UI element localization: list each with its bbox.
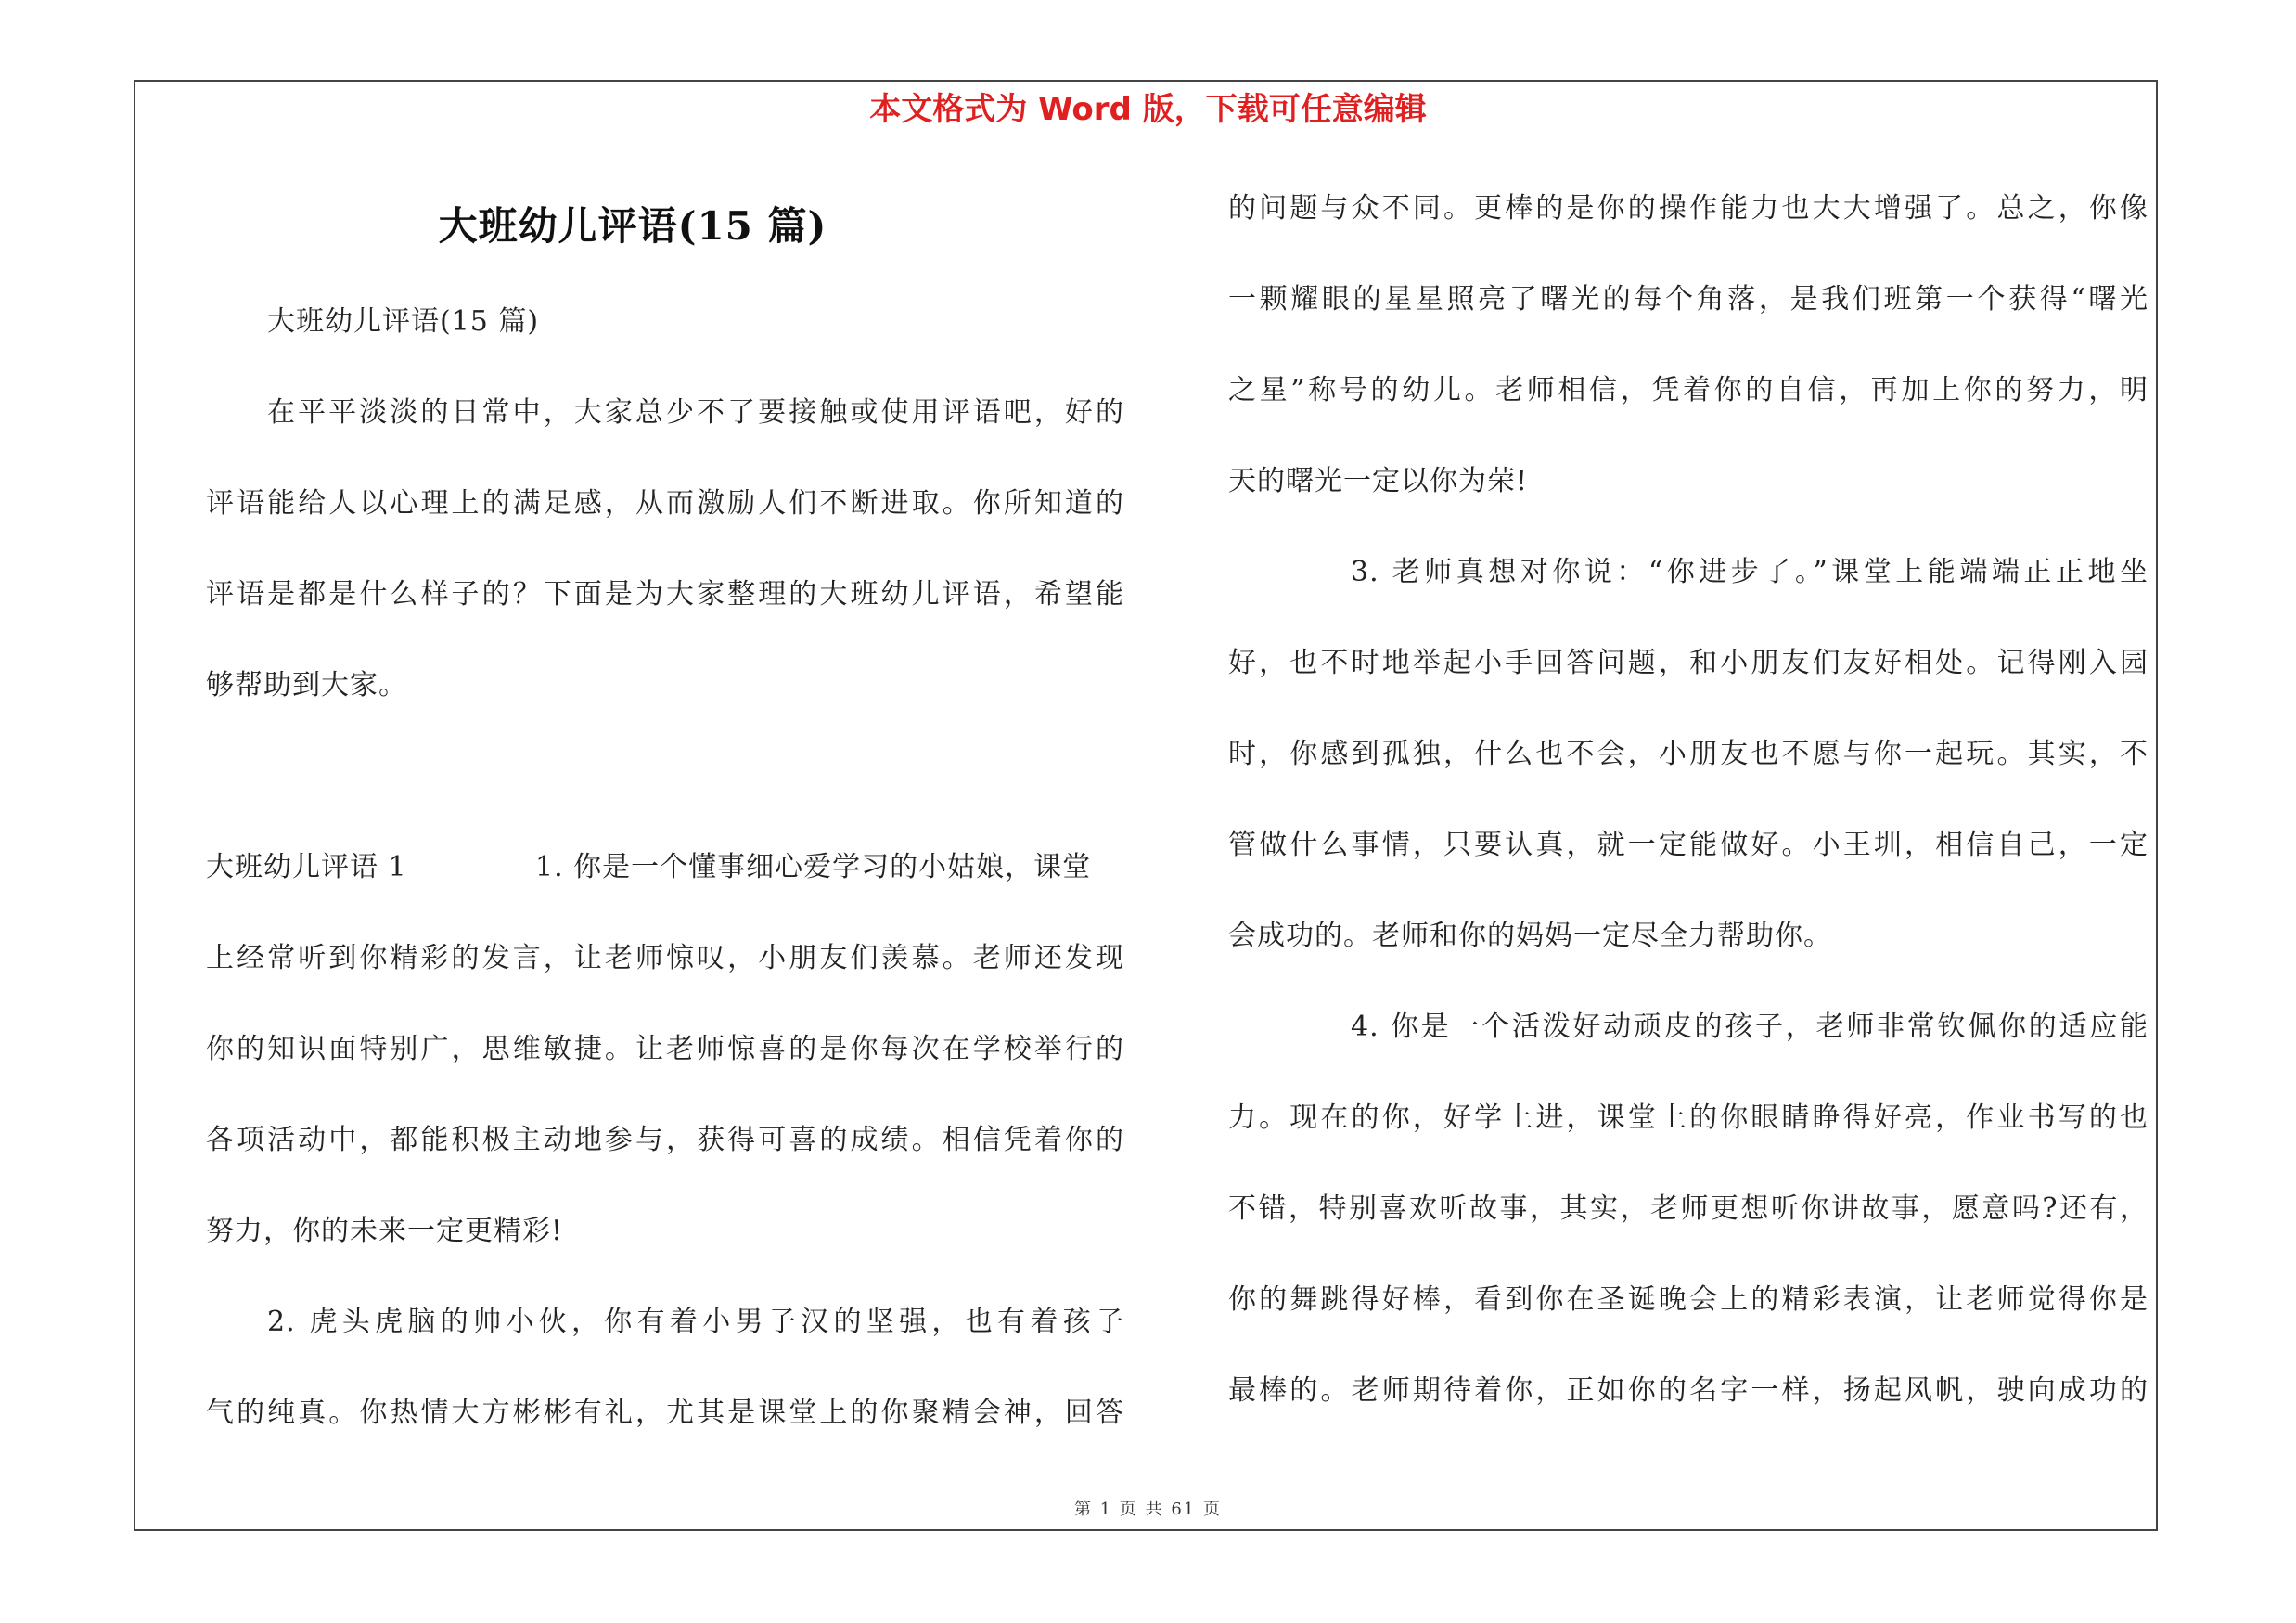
item3-line-2: 好，也不时地举起小手回答问题，和小朋友们友好相处。记得刚入园 xyxy=(1228,647,2148,679)
item2-cont-line-4: 天的曙光一定以你为荣! xyxy=(1228,465,1529,497)
section-heading: 大班幼儿评语 1 xyxy=(206,851,407,883)
intro-line-2: 评语能给人以心理上的满足感，从而激励人们不断进取。你所知道的 xyxy=(206,487,1124,520)
item4-line-3: 不错，特别喜欢听故事，其实，老师更想听你讲故事，愿意吗?还有， xyxy=(1228,1192,2148,1225)
item1-first-line xyxy=(206,843,1124,934)
item2-cont-line-2: 一颗耀眼的星星照亮了曙光的每个角落，是我们班第一个获得“曙光 xyxy=(1228,283,2148,316)
document-title: 大班幼儿评语(15 篇) xyxy=(438,203,827,249)
item1-line-4: 各项活动中，都能积极主动地参与，获得可喜的成绩。相信凭着你的 xyxy=(206,1124,1124,1156)
page-number-footer: 第 1 页 共 61 页 xyxy=(1074,1500,1222,1519)
item2-line-2: 气的纯真。你热情大方彬彬有礼，尤其是课堂上的你聚精会神，回答 xyxy=(206,1397,1124,1429)
left-column xyxy=(206,199,1124,1479)
item4-line-2: 力。现在的你，好学上进，课堂上的你眼睛睁得好亮，作业书写的也 xyxy=(1228,1101,2148,1134)
item3-line-3: 时，你感到孤独，什么也不会，小朋友也不愿与你一起玩。其实，不 xyxy=(1228,738,2148,770)
editable-notice-banner: 本文格式为 Word 版，下载可任意编辑 xyxy=(869,91,1427,128)
intro-line-1: 在平平淡淡的日常中，大家总少不了要接触或使用评语吧，好的 xyxy=(267,396,1124,429)
item2-line-1: 2. 虎头虎脑的帅小伙，你有着小男子汉的坚强，也有着孩子 xyxy=(267,1306,1124,1338)
subtitle: 大班幼儿评语(15 篇) xyxy=(267,305,540,338)
item2-cont-line-3: 之星”称号的幼儿。老师相信，凭着你的自信，再加上你的努力，明 xyxy=(1228,374,2148,406)
item4-line-1: 4. 你是一个活泼好动顽皮的孩子，老师非常钦佩你的适应能 xyxy=(1351,1011,2148,1043)
item1-line-5: 努力，你的未来一定更精彩! xyxy=(206,1215,564,1247)
item3-line-1: 3. 老师真想对你说：“你进步了。”课堂上能端端正正地坐 xyxy=(1351,556,2148,588)
item1-line-2: 上经常听到你精彩的发言，让老师惊叹，小朋友们羡慕。老师还发现 xyxy=(206,942,1124,974)
item3-line-4: 管做什么事情，只要认真，就一定能做好。小王圳，相信自己，一定 xyxy=(1228,829,2148,861)
item4-line-4: 你的舞跳得好棒，看到你在圣诞晚会上的精彩表演，让老师觉得你是 xyxy=(1228,1283,2148,1316)
paragraph-gap xyxy=(206,752,1124,843)
right-column xyxy=(1228,184,2148,1457)
item4-line-5: 最棒的。老师期待着你，正如你的名字一样，扬起风帆，驶向成功的 xyxy=(1228,1374,2148,1407)
intro-line-4: 够帮助到大家。 xyxy=(206,669,407,702)
item2-cont-line-1: 的问题与众不同。更棒的是你的操作能力也大大增强了。总之，你像 xyxy=(1228,192,2148,225)
item1-lead: 1. 你是一个懂事细心爱学习的小姑娘，课堂 xyxy=(535,851,1092,883)
intro-line-3: 评语是都是什么样子的？下面是为大家整理的大班幼儿评语，希望能 xyxy=(206,578,1124,611)
item3-line-5: 会成功的。老师和你的妈妈一定尽全力帮助你。 xyxy=(1228,920,1832,952)
item1-line-3: 你的知识面特别广，思维敏捷。让老师惊喜的是你每次在学校举行的 xyxy=(206,1033,1124,1065)
